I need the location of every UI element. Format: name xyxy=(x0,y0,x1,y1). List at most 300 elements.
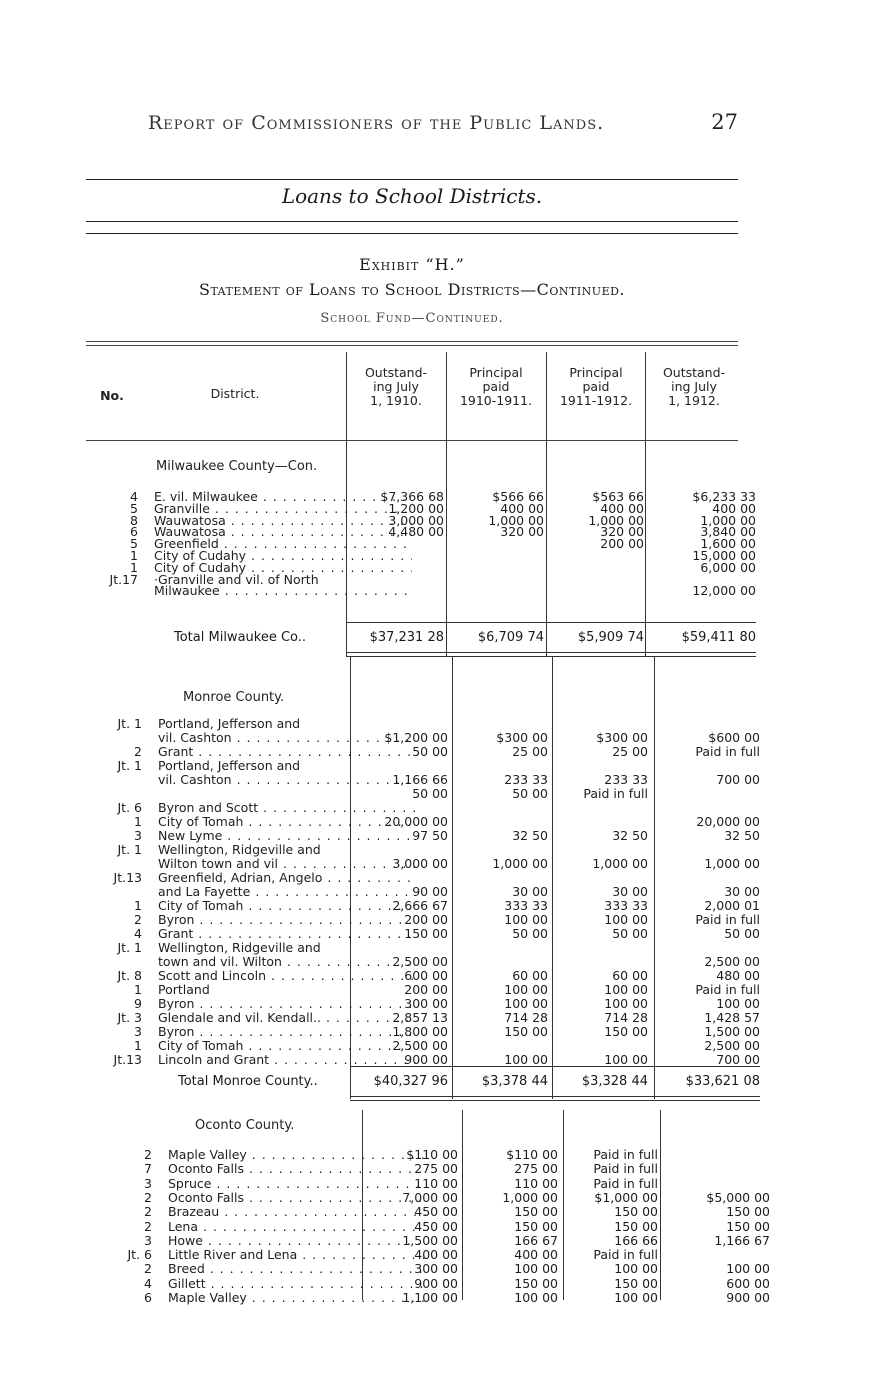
outstanding-1910: 4,480 00 xyxy=(388,525,444,540)
table-row xyxy=(90,787,770,801)
district-name: Scott and Lincoln . . . xyxy=(158,969,416,983)
paid-1910-1911: 150 00 xyxy=(514,1219,558,1234)
outstanding-1912: 50 00 xyxy=(724,927,760,941)
paid-1911-1912: 150 00 xyxy=(614,1276,658,1291)
table-row xyxy=(100,1162,780,1176)
total-paid-1911-1912: $3,328 44 xyxy=(581,1074,648,1089)
district-name: Greenfield . . . xyxy=(154,537,412,551)
paid-1910-1911: 30 00 xyxy=(512,885,548,899)
paid-1910-1911: 50 00 xyxy=(512,787,548,801)
header-line: paid xyxy=(582,379,610,394)
district-name: Glendale and vil. Kendall.. . . . xyxy=(158,1011,416,1025)
table-row xyxy=(90,983,770,997)
header-line: Outstand- xyxy=(662,365,726,380)
paid-1910-1911: 100 00 xyxy=(504,997,548,1011)
district-name: Maple Valley . . . xyxy=(168,1148,426,1162)
paid-1911-1912: 100 00 xyxy=(604,983,648,997)
district-number: Jt.17 xyxy=(109,572,138,587)
outstanding-1912: 20,000 00 xyxy=(696,815,760,829)
header-rule xyxy=(86,440,738,441)
district-name: Little River and Lena . . . xyxy=(168,1248,426,1262)
outstanding-1912: 150 00 xyxy=(726,1205,770,1220)
header-line: Outstand- xyxy=(364,365,428,380)
total-outstanding-1910: $40,327 96 xyxy=(373,1074,448,1089)
total-double-rule xyxy=(350,1096,760,1097)
district-number: 7 xyxy=(144,1162,152,1177)
district-name: Wauwatosa . . . xyxy=(154,514,412,528)
district-number: 6 xyxy=(130,525,138,540)
outstanding-1912: $5,000 00 xyxy=(706,1190,770,1205)
table-row xyxy=(100,1177,780,1191)
outstanding-1910: 2,857 13 xyxy=(392,1011,448,1025)
paid-1910-1911: 166 67 xyxy=(514,1233,558,1248)
outstanding-1910: 1,100 00 xyxy=(402,1291,458,1305)
total-row xyxy=(90,1074,770,1090)
outstanding-1910: 200 00 xyxy=(404,913,448,927)
district-number: Jt. 3 xyxy=(117,1011,142,1025)
table-row xyxy=(90,1053,770,1067)
district-name: Oconto Falls . . . xyxy=(168,1191,426,1205)
table-row xyxy=(90,927,770,941)
outstanding-1912: 6,000 00 xyxy=(700,560,756,575)
district-number: 3 xyxy=(134,829,142,843)
district-name: Lincoln and Grant . . . xyxy=(158,1053,416,1067)
district-name: Greenfield, Adrian, Angelo . . . xyxy=(158,871,416,885)
district-name: Brazeau . . . xyxy=(168,1205,426,1219)
district-number: Jt. 6 xyxy=(127,1248,152,1263)
section-title: Loans to School Districts. xyxy=(281,184,543,208)
table-row xyxy=(100,1220,780,1234)
table-row xyxy=(90,801,770,815)
header-line: 1911-1912. xyxy=(559,393,633,408)
header-line: ing July xyxy=(671,379,717,394)
table-rule xyxy=(86,345,738,346)
total-label: Total Monroe County.. xyxy=(178,1074,318,1089)
paid-1910-1911: 50 00 xyxy=(512,927,548,941)
table-row xyxy=(90,997,770,1011)
district-name: City of Tomah . . . xyxy=(158,815,416,829)
paid-1910-1911: 100 00 xyxy=(514,1262,558,1277)
outstanding-1912: 1,000 00 xyxy=(700,513,756,528)
outstanding-1910: 450 00 xyxy=(414,1205,458,1220)
paid-1910-1911: 1,000 00 xyxy=(492,857,548,871)
district-name: town and vil. Wilton . . . xyxy=(158,955,416,969)
district-number: 3 xyxy=(144,1233,152,1248)
outstanding-1912: Paid in full xyxy=(695,983,760,997)
total-paid-1910-1911: $3,378 44 xyxy=(481,1074,548,1089)
district-name: Grant . . . xyxy=(158,927,416,941)
fund-title: School Fund—Continued. xyxy=(320,311,504,326)
table-row xyxy=(100,1234,780,1248)
outstanding-1910: 3,000 00 xyxy=(388,513,444,528)
paid-1910-1911: 1,000 00 xyxy=(502,1190,558,1205)
outstanding-1910: 3,000 00 xyxy=(392,857,448,871)
paid-1910-1911: 100 00 xyxy=(504,913,548,927)
district-number: 2 xyxy=(134,913,142,927)
district-number: 1 xyxy=(134,983,142,997)
header-line: 1910-1911. xyxy=(459,393,533,408)
paid-1910-1911: 100 00 xyxy=(504,983,548,997)
table-row xyxy=(90,829,770,843)
district-number: 1 xyxy=(130,549,138,563)
paid-1911-1912: 100 00 xyxy=(614,1262,658,1277)
district-name: Portland, Jefferson and xyxy=(158,717,301,731)
paid-1910-1911: 100 00 xyxy=(504,1053,548,1067)
table-row xyxy=(90,941,770,955)
district-number: 2 xyxy=(144,1190,152,1205)
outstanding-1910: 1,800 00 xyxy=(392,1025,448,1039)
outstanding-1912: 1,000 00 xyxy=(704,857,760,871)
outstanding-1910: $1,200 00 xyxy=(384,731,448,745)
paid-1911-1912: 100 00 xyxy=(604,1053,648,1067)
header-line: Principal xyxy=(569,365,623,380)
table-row xyxy=(100,1262,780,1276)
district-name: Milwaukee . . . xyxy=(154,584,412,598)
paid-1910-1911: $566 66 xyxy=(492,490,544,504)
county-heading: Monroe County. xyxy=(183,690,285,705)
district-name: and La Fayette . . . xyxy=(158,885,416,899)
district-name: Lena . . . xyxy=(168,1220,426,1234)
outstanding-1912: $6,233 33 xyxy=(692,490,756,504)
outstanding-1910: 97 50 xyxy=(412,829,448,843)
total-outstanding-1912: $33,621 08 xyxy=(685,1074,760,1089)
paid-1911-1912: $300 00 xyxy=(596,731,648,745)
paid-1910-1911: 32 50 xyxy=(512,829,548,843)
total-row xyxy=(86,630,766,646)
outstanding-1910: 200 00 xyxy=(404,983,448,997)
district-name: Oconto Falls . . . xyxy=(168,1162,426,1176)
outstanding-1910: 1,200 00 xyxy=(388,501,444,516)
total-outstanding-1910: $37,231 28 xyxy=(369,630,444,645)
paid-1911-1912: 400 00 xyxy=(600,501,644,516)
outstanding-1910: 2,500 00 xyxy=(392,1039,448,1053)
column-header-district: District. xyxy=(210,386,260,401)
paid-1911-1912: 333 33 xyxy=(604,899,648,913)
district-number: 4 xyxy=(130,490,138,504)
district-name: City of Cudahy . . . xyxy=(154,561,412,575)
outstanding-1912: 700 00 xyxy=(716,1053,760,1067)
table-row xyxy=(90,899,770,913)
total-rule xyxy=(350,1066,760,1067)
district-number: 2 xyxy=(134,745,142,759)
paid-1911-1912: 1,000 00 xyxy=(588,513,644,528)
outstanding-1912: 600 00 xyxy=(726,1276,770,1291)
district-name: Maple Valley . . . xyxy=(168,1291,426,1305)
paid-1911-1912: 32 50 xyxy=(612,829,648,843)
column-header-outstanding-1910 xyxy=(350,366,442,408)
outstanding-1912: 30 00 xyxy=(724,885,760,899)
outstanding-1910: 7,000 00 xyxy=(402,1190,458,1205)
paid-1911-1912: 100 00 xyxy=(614,1291,658,1305)
district-name: ·Granville and vil. of North xyxy=(154,572,319,587)
district-number: 1 xyxy=(130,560,138,575)
outstanding-1910: 900 00 xyxy=(414,1276,458,1291)
outstanding-1912: $600 00 xyxy=(708,731,760,745)
outstanding-1912: 700 00 xyxy=(716,773,760,787)
header-line: Principal xyxy=(469,365,523,380)
outstanding-1912: 1,500 00 xyxy=(704,1025,760,1039)
district-number: 1 xyxy=(134,1039,142,1053)
outstanding-1912: 900 00 xyxy=(726,1291,770,1305)
district-number: Jt. 1 xyxy=(117,843,142,857)
paid-1910-1911: 100 00 xyxy=(514,1291,558,1305)
district-name: Portland xyxy=(158,983,210,997)
header-line: 1, 1912. xyxy=(668,393,720,408)
district-name: Granville . . . xyxy=(154,502,412,516)
paid-1911-1912: Paid in full xyxy=(593,1162,658,1177)
total-double-rule xyxy=(346,652,756,653)
column-header-outstanding-1912 xyxy=(648,366,740,408)
outstanding-1910: 110 00 xyxy=(414,1176,458,1191)
paid-1911-1912: $563 66 xyxy=(592,490,644,504)
outstanding-1910: 275 00 xyxy=(414,1162,458,1177)
district-name: Byron . . . xyxy=(158,1025,416,1039)
outstanding-1910: 50 00 xyxy=(412,745,448,759)
table-row xyxy=(86,584,766,598)
outstanding-1912: 32 50 xyxy=(724,829,760,843)
table-row xyxy=(90,955,770,969)
table-row xyxy=(90,1011,770,1025)
county-heading: Milwaukee County—Con. xyxy=(156,459,318,474)
outstanding-1912: 100 00 xyxy=(716,997,760,1011)
district-name: New Lyme . . . xyxy=(158,829,416,843)
column-header-paid-1910-1911 xyxy=(450,366,542,408)
district-number: 8 xyxy=(130,513,138,528)
exhibit-title: Exhibit “H.” xyxy=(359,255,465,274)
statement-title: Statement of Loans to School Districts—Continued. xyxy=(198,280,625,299)
outstanding-1912: 150 00 xyxy=(726,1219,770,1234)
table-row xyxy=(100,1148,780,1162)
district-number: Jt. 1 xyxy=(117,759,142,773)
column-header-paid-1911-1912 xyxy=(550,366,642,408)
outstanding-1912: 15,000 00 xyxy=(692,549,756,563)
paid-1910-1911: 1,000 00 xyxy=(488,513,544,528)
paid-1911-1912: 150 00 xyxy=(604,1025,648,1039)
outstanding-1910: 300 00 xyxy=(404,997,448,1011)
paid-1911-1912: 100 00 xyxy=(604,997,648,1011)
column-header-no: No. xyxy=(100,388,124,403)
outstanding-1910: 1,500 00 xyxy=(402,1233,458,1248)
district-name: Wellington, Ridgeville and xyxy=(158,843,321,857)
district-number: 2 xyxy=(144,1262,152,1277)
total-paid-1911-1912: $5,909 74 xyxy=(577,630,644,645)
outstanding-1910: $7,366 68 xyxy=(380,490,444,504)
table-row xyxy=(90,843,770,857)
outstanding-1912: Paid in full xyxy=(695,745,760,759)
district-name: Howe . . . xyxy=(168,1234,426,1248)
paid-1910-1911: 714 28 xyxy=(504,1011,548,1025)
header-line: paid xyxy=(482,379,510,394)
district-name: Spruce . . . xyxy=(168,1177,426,1191)
table-row xyxy=(90,857,770,871)
outstanding-1910: 50 00 xyxy=(412,787,448,801)
total-rule xyxy=(346,622,756,623)
outstanding-1910: $110 00 xyxy=(406,1148,458,1162)
table-row xyxy=(90,731,770,745)
district-name: vil. Cashton . . . xyxy=(158,731,416,745)
district-name: E. vil. Milwaukee . . . xyxy=(154,490,412,504)
total-outstanding-1912: $59,411 80 xyxy=(681,630,756,645)
district-number: 2 xyxy=(144,1219,152,1234)
paid-1911-1912: Paid in full xyxy=(593,1176,658,1191)
district-number: Jt.13 xyxy=(113,871,142,885)
table-row xyxy=(100,1191,780,1205)
paid-1911-1912: 100 00 xyxy=(604,913,648,927)
paid-1910-1911: 150 00 xyxy=(504,1025,548,1039)
county-heading: Oconto County. xyxy=(195,1118,295,1133)
outstanding-1912: 1,166 67 xyxy=(714,1233,770,1248)
paid-1910-1911: 233 33 xyxy=(504,773,548,787)
district-name: vil. Cashton . . . xyxy=(158,773,416,787)
district-name: Wilton town and vil . . . xyxy=(158,857,416,871)
district-number: Jt. 6 xyxy=(117,801,142,815)
header-line: 1, 1910. xyxy=(370,393,422,408)
header-line: ing July xyxy=(373,379,419,394)
outstanding-1910: 2,666 67 xyxy=(392,899,448,913)
table-row xyxy=(90,1039,770,1053)
paid-1910-1911: $300 00 xyxy=(496,731,548,745)
paid-1910-1911: 400 00 xyxy=(500,501,544,516)
outstanding-1910: 300 00 xyxy=(414,1262,458,1277)
district-number: 5 xyxy=(130,501,138,516)
district-name: Gillett . . . xyxy=(168,1277,426,1291)
district-name: Breed . . . xyxy=(168,1262,426,1276)
table-row xyxy=(90,759,770,773)
outstanding-1910: 150 00 xyxy=(404,927,448,941)
rule-bottom xyxy=(86,221,738,222)
total-double-rule xyxy=(350,1100,760,1101)
paid-1911-1912: Paid in full xyxy=(593,1248,658,1263)
outstanding-1910: 90 00 xyxy=(412,885,448,899)
outstanding-1910: 450 00 xyxy=(414,1219,458,1234)
paid-1910-1911: $110 00 xyxy=(506,1148,558,1162)
rule-bottom-2 xyxy=(86,233,738,234)
paid-1910-1911: 110 00 xyxy=(514,1176,558,1191)
district-number: Jt. 8 xyxy=(117,969,142,983)
district-number: 5 xyxy=(130,537,138,552)
outstanding-1912: Paid in full xyxy=(695,913,760,927)
outstanding-1912: 3,840 00 xyxy=(700,525,756,540)
page-number: 27 xyxy=(711,110,738,134)
paid-1911-1912: 30 00 xyxy=(612,885,648,899)
outstanding-1912: 2,500 00 xyxy=(704,955,760,969)
table-row xyxy=(100,1291,780,1305)
outstanding-1910: 900 00 xyxy=(404,1053,448,1067)
paid-1911-1912: 60 00 xyxy=(612,969,648,983)
district-number: 1 xyxy=(134,899,142,913)
paid-1911-1912: 25 00 xyxy=(612,745,648,759)
total-paid-1910-1911: $6,709 74 xyxy=(477,630,544,645)
outstanding-1912: 480 00 xyxy=(716,969,760,983)
table-row xyxy=(90,815,770,829)
district-number: 4 xyxy=(134,927,142,941)
outstanding-1912: 12,000 00 xyxy=(692,584,756,599)
paid-1911-1912: 200 00 xyxy=(600,537,644,552)
paid-1910-1911: 333 33 xyxy=(504,899,548,913)
paid-1911-1912: 233 33 xyxy=(604,773,648,787)
outstanding-1910: 1,166 66 xyxy=(392,773,448,787)
outstanding-1910: 20,000 00 xyxy=(384,815,448,829)
district-number: 2 xyxy=(144,1205,152,1220)
table-row xyxy=(90,717,770,731)
district-name: Grant . . . xyxy=(158,745,416,759)
paid-1911-1912: 1,000 00 xyxy=(592,857,648,871)
outstanding-1910: 2,500 00 xyxy=(392,955,448,969)
district-number: 3 xyxy=(134,1025,142,1039)
outstanding-1912: 100 00 xyxy=(726,1262,770,1277)
outstanding-1912: 400 00 xyxy=(712,501,756,516)
outstanding-1912: 1,428 57 xyxy=(704,1011,760,1025)
paid-1911-1912: 150 00 xyxy=(614,1205,658,1220)
paid-1911-1912: 166 66 xyxy=(614,1233,658,1248)
district-number: 2 xyxy=(144,1148,152,1162)
table-row xyxy=(90,885,770,899)
district-number: 9 xyxy=(134,997,142,1011)
district-number: 1 xyxy=(134,815,142,829)
running-head xyxy=(148,112,738,134)
table-row xyxy=(100,1248,780,1262)
district-name: Byron and Scott . . . xyxy=(158,801,416,815)
outstanding-1912: 2,500 00 xyxy=(704,1039,760,1053)
paid-1910-1911: 25 00 xyxy=(512,745,548,759)
district-name: Byron . . . xyxy=(158,913,416,927)
table-row xyxy=(90,969,770,983)
outstanding-1912: 2,000 01 xyxy=(704,899,760,913)
paid-1911-1912: Paid in full xyxy=(583,787,648,801)
paid-1911-1912: Paid in full xyxy=(593,1148,658,1162)
total-label: Total Milwaukee Co.. xyxy=(174,630,307,645)
district-number: 4 xyxy=(144,1276,152,1291)
district-name: Wellington, Ridgeville and xyxy=(158,941,321,955)
outstanding-1910: 400 00 xyxy=(414,1248,458,1263)
district-number: Jt.13 xyxy=(113,1053,142,1067)
paid-1910-1911: 400 00 xyxy=(514,1248,558,1263)
district-name: City of Cudahy . . . xyxy=(154,549,412,563)
district-name: Portland, Jefferson and xyxy=(158,759,301,773)
district-name: City of Tomah . . . xyxy=(158,1039,416,1053)
paid-1910-1911: 60 00 xyxy=(512,969,548,983)
table-row xyxy=(100,1205,780,1219)
paid-1911-1912: 50 00 xyxy=(612,927,648,941)
district-name: City of Tomah . . . xyxy=(158,899,416,913)
paid-1911-1912: 714 28 xyxy=(604,1011,648,1025)
table-row xyxy=(90,745,770,759)
district-number: Jt. 1 xyxy=(117,941,142,955)
rule-top xyxy=(86,179,738,180)
outstanding-1912: 1,600 00 xyxy=(700,537,756,552)
paid-1910-1911: 320 00 xyxy=(500,525,544,540)
table-row xyxy=(90,913,770,927)
running-head-text: Report of Commissioners of the Public Lands. xyxy=(148,112,605,134)
district-number: 6 xyxy=(144,1291,152,1305)
table-rule xyxy=(86,341,738,342)
district-number: 3 xyxy=(144,1176,152,1191)
paid-1911-1912: $1,000 00 xyxy=(594,1190,658,1205)
district-name: Byron . . . xyxy=(158,997,416,1011)
table-row xyxy=(90,1025,770,1039)
table-row xyxy=(90,871,770,885)
paid-1911-1912: 150 00 xyxy=(614,1219,658,1234)
district-name: Wauwatosa . . . xyxy=(154,525,412,539)
total-double-rule xyxy=(346,656,756,657)
paid-1911-1912: 320 00 xyxy=(600,525,644,540)
outstanding-1910: 600 00 xyxy=(404,969,448,983)
table-row xyxy=(90,773,770,787)
paid-1910-1911: 150 00 xyxy=(514,1276,558,1291)
paid-1910-1911: 150 00 xyxy=(514,1205,558,1220)
paid-1910-1911: 275 00 xyxy=(514,1162,558,1177)
district-number: Jt. 1 xyxy=(117,717,142,731)
